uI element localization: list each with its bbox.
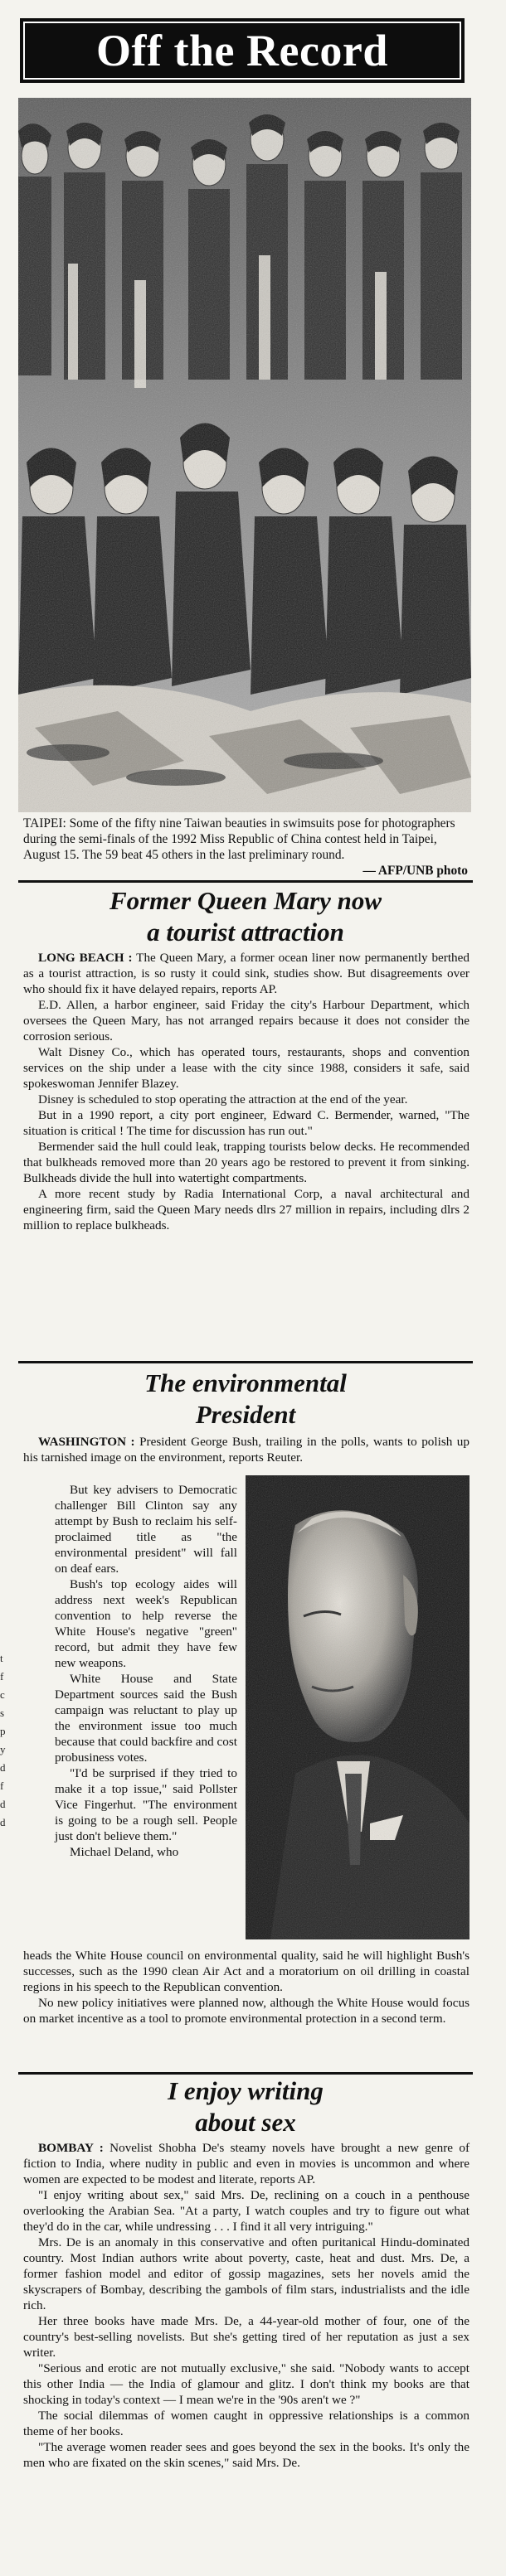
- bush-portrait-image: [246, 1475, 470, 1939]
- article3-paragraph: "I enjoy writing about sex," said Mrs. De, reclining on a couch in a penthouse overlooking the Arabian Sea. "At a party, I watch couples and try to figure out what they'd do in the car, while undressing . . . I find it all very intriguing.": [23, 2188, 470, 2234]
- article2-headline: [18, 1368, 473, 1431]
- article2-paragraph: "I'd be surprised if they tried to make it a top issue," said Pollster Vice Fingerhut. "The environment is going to be a rough sell. People just don't believe them.": [55, 1766, 237, 1843]
- caption-text: TAIPEI: Some of the fifty nine Taiwan beauties in swimsuits pose for photographers during the semi-finals of the 1992 Miss Republic of China contest held in Taipei, August 15. The 59 beat 45 others in the last preliminary round.: [23, 816, 455, 862]
- edge-fragment: d: [0, 1798, 6, 1810]
- article2-headline-line2: President: [195, 1400, 296, 1429]
- photo-credit: — AFP/UNB photo: [362, 864, 468, 878]
- article1-paragraph: Disney is scheduled to stop operating the attraction at the end of the year.: [38, 1092, 408, 1106]
- article1-paragraph: A more recent study by Radia International Corp, a naval architectural and engineering firm, said the Queen Mary needs dlrs 27 million in repairs, including dlrs 2 million to replace bulkheads.: [23, 1187, 470, 1232]
- article1-paragraph: E.D. Allen, a harbor engineer, said Friday the city's Harbour Department, which oversees the Queen Mary, has not arranged repairs because it does not consider the corrosion serious.: [23, 998, 470, 1043]
- divider-rule: [18, 880, 473, 883]
- contest-photo-caption: [23, 816, 468, 879]
- article2-wide-body: [23, 1948, 470, 2026]
- section-header-frame: [23, 22, 461, 80]
- article2-paragraph: heads the White House council on environmental quality, said he will highlight Bush's successes, such as the 1990 clean Air Act and a moratorium on oil drilling in coastal regions in his speech to the Republican convention.: [23, 1949, 470, 1994]
- article3-paragraph: Novelist Shobha De's steamy novels have brought a new genre of fiction to India, where nudity in public and even in movies is uncommon and where women are expected to be modest and literate, reports AP.: [23, 2141, 470, 2186]
- article1-paragraph: Walt Disney Co., which has operated tours, restaurants, shops and convention services on the ship under a lease with the city since 1988, considers it safe, said spokeswoman Jennifer Blazey.: [23, 1045, 470, 1091]
- article1-headline-line2: a tourist attraction: [147, 918, 344, 947]
- article1-paragraph: Bermender said the hull could leak, trapping tourists below decks. He recommended that bulkheads removed more than 20 years ago be restored to prevent it from sinking. Bulkheads divide the hull into watertight compartments.: [23, 1140, 470, 1185]
- article2-paragraph: Michael Deland, who: [70, 1845, 179, 1859]
- edge-fragment: p: [0, 1725, 6, 1737]
- edge-fragment: f: [0, 1779, 4, 1792]
- contest-photo: [18, 98, 471, 812]
- article2-lead: [23, 1434, 470, 1465]
- article1-paragraph: The Queen Mary, a former ocean liner now permanently berthed as a tourist attraction, is so rusty it could sink, studies show. But disagreements over who should fix it have delayed repairs, reports AP.: [23, 951, 470, 996]
- article1-dateline: LONG BEACH :: [38, 951, 133, 965]
- article3-dateline: BOMBAY :: [38, 2141, 104, 2155]
- section-title: Off the Record: [96, 26, 388, 75]
- edge-fragment: s: [0, 1707, 5, 1719]
- article3-headline-line2: about sex: [195, 2108, 296, 2137]
- article2-paragraph: Bush's top ecology aides will address next week's Republican convention to help reverse the White House's negative "green" record, but admit they have few new weapons.: [55, 1577, 237, 1670]
- edge-fragment: t: [0, 1652, 3, 1664]
- edge-fragment: d: [0, 1816, 6, 1828]
- article1-paragraph: But in a 1990 report, a city port engineer, Edward C. Bermender, warned, "The situation is critical ! The time for discussion has run out.": [23, 1108, 470, 1138]
- article3-body: [23, 2140, 470, 2471]
- article3-paragraph: "Serious and erotic are not mutually exclusive," she said. "Nobody wants to accept this other India — the India of glamour and glitz. I don't think my books are that shocking in today's context — I mean we're in the '90s aren't we ?": [23, 2361, 470, 2407]
- article2-paragraph: White House and State Department sources said the Bush campaign was reluctant to play up the environment issue too much because that could backfire and cost probusiness votes.: [55, 1672, 237, 1765]
- article2-dateline: WASHINGTON :: [38, 1435, 135, 1449]
- edge-fragment: c: [0, 1688, 5, 1701]
- edge-fragment: f: [0, 1670, 4, 1683]
- article3-paragraph: Mrs. De is an anomaly in this conservative and often puritanical Hindu-dominated country. Most Indian authors write about poverty, caste, heat and dust. Mrs. De, a former fashion model and editor of gossip magazines, sets her novels amid the skyscrapers of Bombay, describing the gambols of film stars, industrialists and the idle rich.: [23, 2235, 470, 2312]
- article3-headline: [18, 2075, 473, 2138]
- edge-fragment: y: [0, 1743, 6, 1755]
- divider-rule: [18, 2072, 473, 2075]
- adjacent-column-fragments: [0, 1649, 10, 2528]
- edge-fragment: d: [0, 1761, 6, 1774]
- article1-headline: [18, 885, 473, 948]
- article2-narrow-body: [55, 1482, 237, 1860]
- article3-headline-line1: I enjoy writing: [168, 2076, 324, 2105]
- bush-portrait: [246, 1475, 470, 1939]
- divider-rule: [18, 1361, 473, 1363]
- article1-body: [23, 950, 470, 1233]
- article2-paragraph: But key advisers to Democratic challenger Bill Clinton say any attempt by Bush to reclaim his self-proclaimed title as "the environmental president" will fall on deaf ears.: [55, 1483, 237, 1576]
- article1-headline-line1: Former Queen Mary now: [109, 886, 382, 915]
- article2-paragraph: No new policy initiatives were planned now, although the White House would focus on market incentive as a tool to promote environmental protection in a second term.: [23, 1996, 470, 2026]
- article3-paragraph: "The average women reader sees and goes beyond the sex in the books. It's only the men who are fixated on the skin scenes," said Mrs. De.: [23, 2440, 470, 2470]
- contest-photo-image: [18, 98, 471, 812]
- article2-headline-line1: The environmental: [144, 1368, 347, 1397]
- section-header: [20, 18, 465, 83]
- article3-paragraph: Her three books have made Mrs. De, a 44-year-old mother of four, one of the country's best-selling novelists. But she's getting tired of her reputation as just a sex writer.: [23, 2314, 470, 2360]
- article2-lead-text: President George Bush, trailing in the polls, wants to polish up his tarnished image on the environment, reports Reuter.: [23, 1435, 470, 1465]
- article3-paragraph: The social dilemmas of women caught in oppressive relationships is a common theme of her books.: [23, 2409, 470, 2438]
